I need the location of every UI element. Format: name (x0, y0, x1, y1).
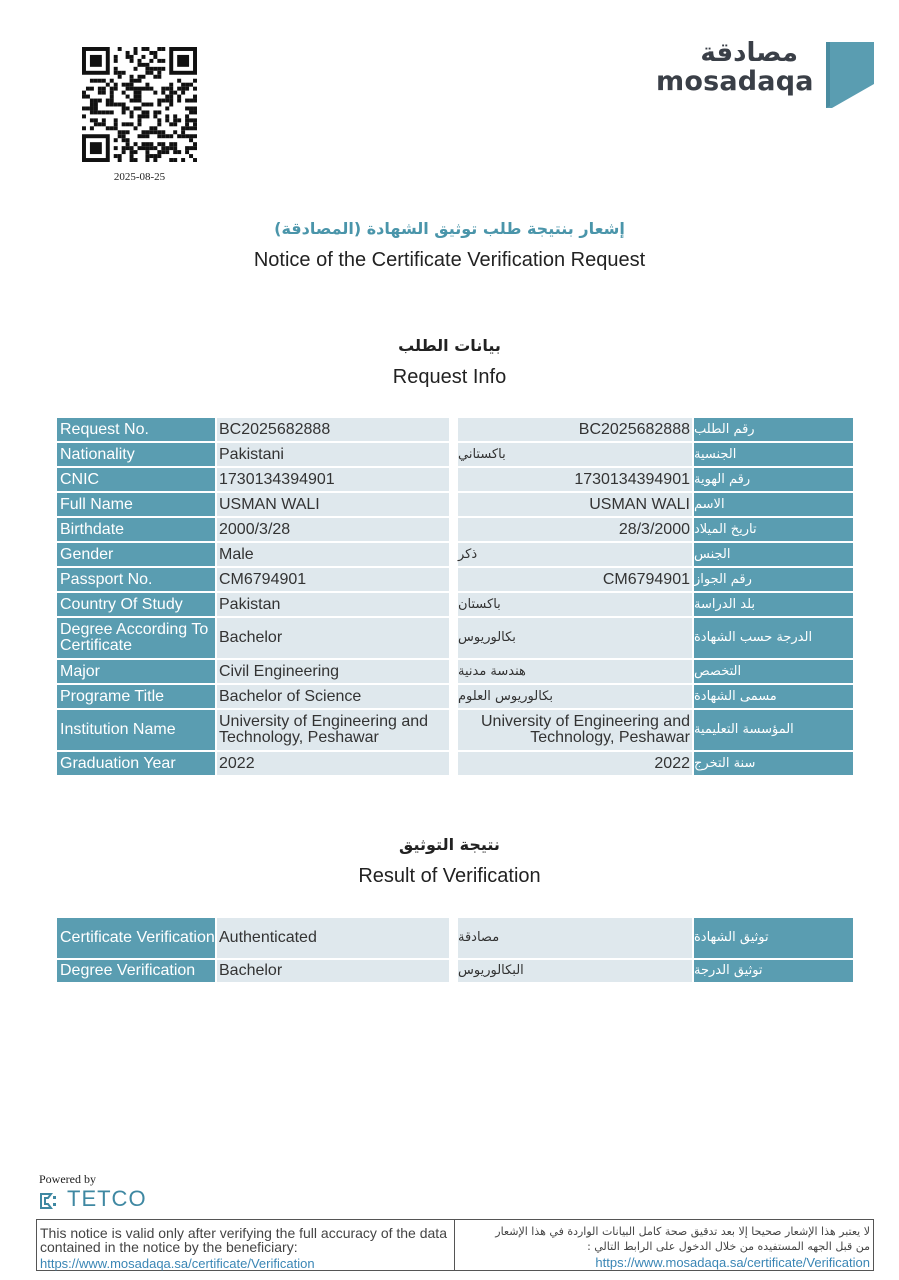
row-label-english: Programe Title (57, 685, 215, 708)
row-value-arabic: بكالوريوس العلوم (458, 685, 692, 708)
row-value-english: 2000/3/28 (217, 518, 449, 541)
row-value-arabic: مصادقة (458, 918, 692, 958)
table-row (57, 960, 853, 982)
row-value-english: BC2025682888 (217, 418, 449, 441)
row-label-english: Major (57, 660, 215, 683)
row-label-english: Certificate Verification (57, 918, 215, 958)
main-title: Notice of the Certificate Verification Request (253, 249, 646, 271)
row-label-english: Birthdate (57, 518, 215, 541)
main-title-arabic: إشعار بنتيجة طلب توثيق الشهادة (المصادقة) (274, 219, 625, 238)
row-label-english: Full Name (57, 493, 215, 516)
result-title-arabic: نتيجة التوثيق (399, 835, 500, 854)
row-value-arabic: ذكر (458, 543, 692, 566)
tetco-logo-text: TETCO (67, 1186, 147, 1211)
row-label-arabic: الدرجة حسب الشهادة (694, 618, 853, 658)
row-label-english: Nationality (57, 443, 215, 466)
logo-latin-text: mosadaqa (656, 66, 814, 97)
row-label-arabic: رقم الهوية (694, 468, 853, 491)
table-row (57, 752, 853, 775)
row-label-arabic: بلد الدراسة (694, 593, 853, 616)
request-info-table (57, 418, 853, 777)
row-label-arabic: رقم الجواز (694, 568, 853, 591)
row-label-arabic: الجنسية (694, 443, 853, 466)
row-value-arabic: 1730134394901 (458, 468, 692, 491)
row-label-english: Institution Name (57, 710, 215, 750)
powered-by-label: Powered by (39, 1172, 96, 1186)
row-label-arabic: توثيق الدرجة (694, 960, 853, 982)
row-value-arabic: 2022 (458, 752, 692, 775)
notice-text-arabic-line1: لا يعتبر هذا الإشعار صحيحا إلا بعد تدقيق صحة كامل البيانات الواردة في هذا الإشعار (495, 1225, 870, 1238)
row-value-arabic: البكالوريوس (458, 960, 692, 982)
row-label-arabic: المؤسسة التعليمية (694, 710, 853, 750)
row-label-arabic: رقم الطلب (694, 418, 853, 441)
row-value-english: Civil Engineering (217, 660, 449, 683)
row-value-english: Authenticated (217, 918, 449, 958)
verification-result-table (57, 918, 853, 984)
row-value-arabic: 28/3/2000 (458, 518, 692, 541)
row-label-arabic: التخصص (694, 660, 853, 683)
row-label-arabic: تاريخ الميلاد (694, 518, 853, 541)
row-label-arabic: توثيق الشهادة (694, 918, 853, 958)
qr-code (82, 47, 197, 162)
row-label-english: Degree According To Certificate (57, 618, 215, 658)
row-value-english: Pakistani (217, 443, 449, 466)
row-value-english: CM6794901 (217, 568, 449, 591)
row-label-english: CNIC (57, 468, 215, 491)
table-row (57, 593, 853, 616)
request-info-title: Request Info (392, 366, 507, 388)
row-value-arabic: باكستان (458, 593, 692, 616)
mosadaqa-logo-icon (824, 42, 874, 108)
notice-text-arabic-line2: من قبل الجهه المستفيده من خلال الدخول على الرابط التالي : (587, 1240, 870, 1253)
verification-link-english[interactable]: https://www.mosadaqa.sa/certificate/Verification (40, 1256, 315, 1271)
row-label-arabic: سنة التخرج (694, 752, 853, 775)
row-value-arabic: CM6794901 (458, 568, 692, 591)
row-value-arabic: هندسة مدنية (458, 660, 692, 683)
row-value-english: 2022 (217, 752, 449, 775)
table-row (57, 493, 853, 516)
row-label-english: Passport No. (57, 568, 215, 591)
table-row (57, 918, 853, 958)
table-row (57, 660, 853, 683)
request-info-title-arabic: بيانات الطلب (398, 336, 501, 355)
row-label-arabic: مسمى الشهادة (694, 685, 853, 708)
row-value-arabic: USMAN WALI (458, 493, 692, 516)
table-row (57, 443, 853, 466)
row-label-english: Country Of Study (57, 593, 215, 616)
table-row (57, 468, 853, 491)
table-row (57, 543, 853, 566)
verification-link-arabic[interactable]: https://www.mosadaqa.sa/certificate/Verification (595, 1255, 870, 1270)
table-row (57, 418, 853, 441)
row-value-english: University of Engineering and Technology, Peshawar (217, 710, 449, 750)
row-value-english: Pakistan (217, 593, 449, 616)
row-value-arabic: بكالوريوس (458, 618, 692, 658)
row-value-arabic: BC2025682888 (458, 418, 692, 441)
row-value-english: Bachelor (217, 618, 449, 658)
qr-date: 2025-08-25 (113, 171, 166, 183)
row-value-english: Bachelor (217, 960, 449, 982)
row-label-english: Gender (57, 543, 215, 566)
table-row (57, 568, 853, 591)
logo-arabic-text: مصادقة (700, 38, 798, 68)
table-row (57, 710, 853, 750)
row-value-english: USMAN WALI (217, 493, 449, 516)
notice-divider (454, 1219, 455, 1271)
row-value-english: Male (217, 543, 449, 566)
row-label-english: Degree Verification (57, 960, 215, 982)
notice-text-english: This notice is valid only after verifying the full accuracy of the data contained in the notice by the beneficiary: (40, 1225, 447, 1255)
row-label-english: Request No. (57, 418, 215, 441)
row-value-english: 1730134394901 (217, 468, 449, 491)
row-label-arabic: الاسم (694, 493, 853, 516)
row-label-arabic: الجنس (694, 543, 853, 566)
row-value-arabic: University of Engineering and Technology, Peshawar (458, 710, 692, 750)
row-label-english: Graduation Year (57, 752, 215, 775)
result-title: Result of Verification (358, 865, 541, 887)
tetco-logo-icon (39, 1191, 63, 1211)
table-row (57, 518, 853, 541)
row-value-arabic: باكستاني (458, 443, 692, 466)
table-row (57, 685, 853, 708)
row-value-english: Bachelor of Science (217, 685, 449, 708)
table-row (57, 618, 853, 658)
